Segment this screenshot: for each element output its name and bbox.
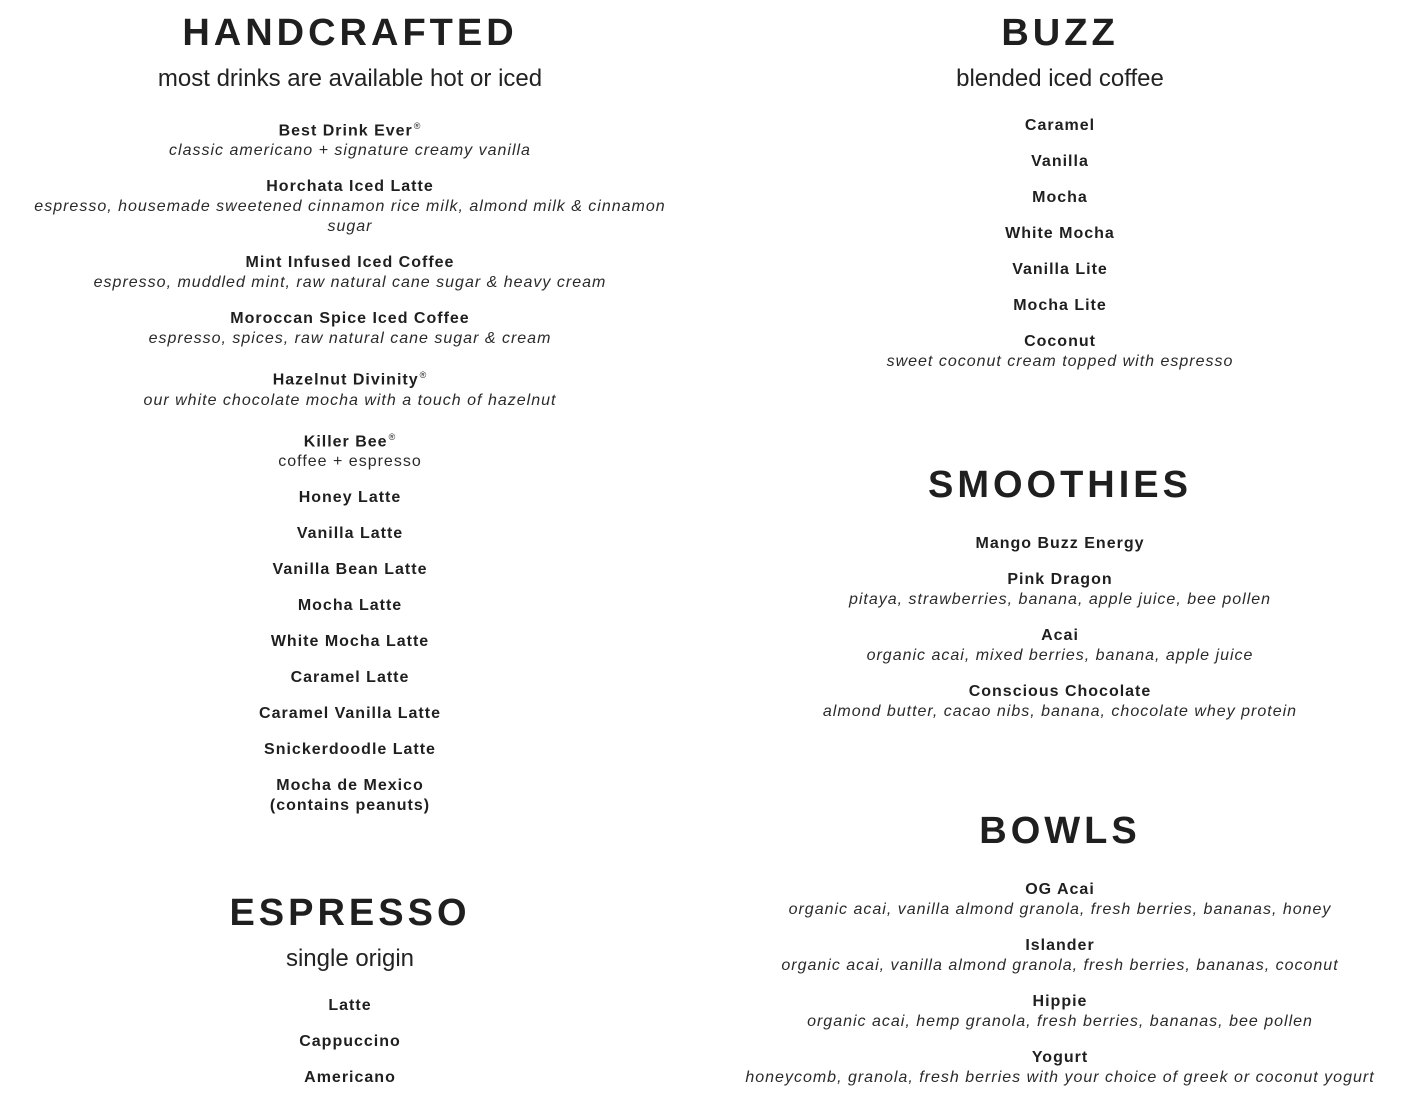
menu-item-description: espresso, muddled mint, raw natural cane sugar & heavy cream [93, 274, 607, 292]
menu-item-description: organic acai, vanilla almond granola, fresh berries, bananas, coconut [781, 957, 1339, 974]
menu-item-name: White Mocha Latte [270, 632, 430, 650]
menu-item-name: Vanilla [1031, 153, 1089, 170]
menu-item [0, 488, 700, 508]
menu-item-name: Mocha [1032, 189, 1088, 206]
menu-item-name: Vanilla Lite [1012, 261, 1108, 278]
menu-item [710, 152, 1410, 172]
menu-item-name: Mint Infused Iced Coffee [245, 254, 455, 272]
menu-item-name: Cappuccino [299, 1033, 401, 1050]
menu-item-name: Snickerdoodle Latte [264, 740, 436, 758]
menu-item [0, 704, 700, 724]
menu-item [710, 880, 1410, 920]
menu-item-name: Yogurt [1031, 1049, 1089, 1066]
menu-item-name: Vanilla Bean Latte [272, 560, 428, 578]
menu-item-name: Americano [304, 1069, 396, 1086]
menu-item [710, 626, 1410, 666]
menu-item [710, 992, 1410, 1032]
menu-item [710, 1048, 1410, 1088]
registered-mark: ® [413, 121, 422, 131]
menu-item-description: organic acai, hemp granola, fresh berries, bananas, bee pollen [807, 1013, 1313, 1030]
menu-item-description: espresso, housemade sweetened cinnamon rice milk, almond milk & cinnamon sugar [34, 198, 666, 236]
handcrafted-section [0, 10, 700, 832]
registered-mark: ® [388, 431, 397, 442]
menu-item [0, 177, 700, 237]
menu-item [0, 632, 700, 652]
menu-item-name: Mocha de Mexico [276, 776, 424, 794]
menu-item [710, 260, 1410, 280]
smoothies-section [710, 462, 1410, 738]
menu-item-name: Horchata Iced Latte [266, 178, 434, 196]
menu-item [710, 570, 1410, 610]
section-subtitle: single origin [285, 945, 415, 972]
menu-item-description: almond butter, cacao nibs, banana, chocolate whey protein [822, 703, 1298, 720]
menu-item [710, 296, 1410, 316]
section-title: BUZZ [1001, 12, 1119, 54]
registered-mark: ® [419, 370, 428, 381]
menu-item-name: Hippie [1032, 993, 1088, 1010]
menu-item-description: classic americano + signature creamy vanilla [169, 142, 531, 160]
section-subtitle: blended iced coffee [956, 65, 1164, 92]
menu-item-description: our white chocolate mocha with a touch of hazelnut [143, 391, 557, 409]
menu-item [710, 534, 1410, 554]
menu-item [0, 1032, 700, 1052]
menu-item-name: Coconut [1024, 333, 1096, 350]
menu-item-list [710, 534, 1410, 722]
menu-item [0, 309, 700, 349]
menu-item-list [0, 116, 700, 816]
menu-item-name: Caramel [1024, 117, 1096, 134]
menu-item-name: Killer Bee® [303, 431, 397, 450]
menu-item-name: Pink Dragon [1007, 571, 1113, 588]
menu-item [0, 740, 700, 760]
menu-item-description: organic acai, mixed berries, banana, apple juice [866, 647, 1254, 664]
menu-item [0, 427, 700, 472]
menu-item [0, 596, 700, 616]
menu-item-name: OG Acai [1025, 881, 1095, 898]
section-title: BOWLS [979, 810, 1141, 852]
menu-item [710, 936, 1410, 976]
menu-item-name: Caramel Latte [290, 668, 410, 686]
menu-item [0, 560, 700, 580]
menu-item-name: Mocha Latte [297, 596, 403, 614]
menu-item-name: Best Drink Ever® [278, 121, 422, 140]
bowls-section [710, 808, 1410, 1104]
menu-item-name: Acai [1041, 627, 1079, 644]
menu-item [0, 524, 700, 544]
menu-item [710, 116, 1410, 136]
section-title: HANDCRAFTED [182, 12, 518, 54]
menu-item [0, 365, 700, 410]
menu-item-list [710, 880, 1410, 1088]
menu-item-note: (contains peanuts) [269, 796, 431, 814]
menu-item [0, 253, 700, 293]
menu-item-name: Caramel Vanilla Latte [259, 704, 441, 722]
menu-item [0, 776, 700, 816]
espresso-section [0, 890, 700, 1104]
menu-item [0, 1068, 700, 1088]
menu-item-description: organic acai, vanilla almond granola, fresh berries, bananas, honey [788, 901, 1332, 918]
buzz-section [710, 10, 1410, 388]
menu-item-name: Islander [1025, 937, 1095, 954]
menu-item-name: Vanilla Latte [296, 524, 404, 542]
menu-item-name: Honey Latte [298, 488, 402, 506]
menu-item-name: Hazelnut Divinity® [272, 370, 428, 389]
menu-item [710, 332, 1410, 372]
menu-item-name: White Mocha [1005, 225, 1115, 242]
section-subtitle: most drinks are available hot or iced [157, 65, 543, 92]
menu-item [710, 682, 1410, 722]
menu-item-name: Latte [328, 997, 372, 1014]
menu-item [0, 668, 700, 688]
menu-item [710, 188, 1410, 208]
menu-item-description: pitaya, strawberries, banana, apple juice, bee pollen [848, 591, 1272, 608]
menu-item-list [0, 996, 700, 1088]
section-title: SMOOTHIES [927, 464, 1193, 506]
menu-item-name: Mocha Lite [1013, 297, 1107, 314]
menu-item-description: espresso, spices, raw natural cane sugar & cream [148, 330, 552, 348]
menu-item-name: Mango Buzz Energy [975, 535, 1145, 552]
section-title: ESPRESSO [229, 892, 471, 934]
menu-item [710, 224, 1410, 244]
menu-item-description: honeycomb, granola, fresh berries with your choice of greek or coconut yogurt [745, 1069, 1375, 1086]
menu-item-name: Conscious Chocolate [968, 683, 1152, 700]
menu-item-name: Moroccan Spice Iced Coffee [230, 310, 470, 328]
menu-item-list [710, 116, 1410, 372]
menu-item [0, 116, 700, 161]
menu-item-description: sweet coconut cream topped with espresso [886, 353, 1234, 370]
menu-item [0, 996, 700, 1016]
menu-item-description: coffee + espresso [278, 452, 422, 470]
